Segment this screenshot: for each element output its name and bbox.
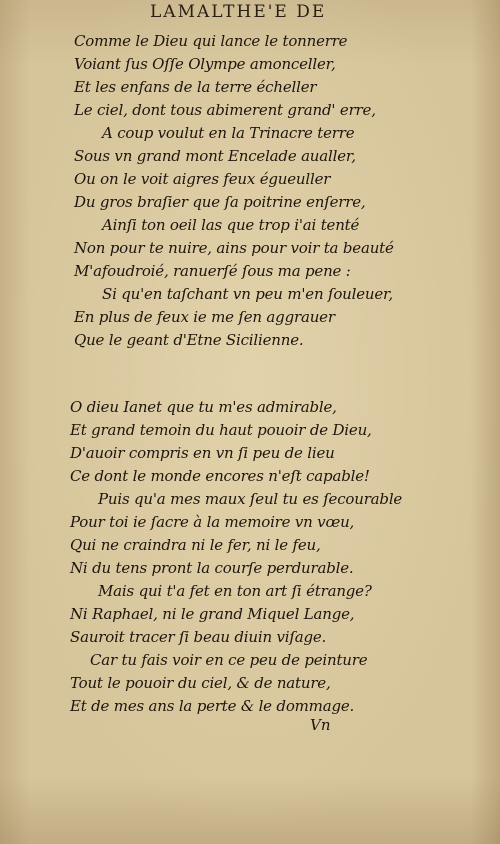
verse-line: Car tu fais voir en ce peu de peinture — [90, 651, 368, 669]
verse-line: Qui ne craindra ni le fer, ni le feu, — [70, 536, 321, 554]
verse-line: O dieu Ianet que tu m'es admirable, — [70, 398, 337, 416]
verse-line: Et de mes ans la perte & le dommage. — [70, 697, 355, 715]
verse-line: Ou on le voit aigres feux égueuller — [74, 170, 331, 188]
verse-line: Ni Raphael, ni le grand Miquel Lange, — [70, 605, 355, 623]
catchword: Vn — [310, 716, 331, 734]
verse-line: M'afoudroié, ranuerſé ſous ma pene : — [74, 262, 351, 280]
verse-line: D'auoir compris en vn ſi peu de lieu — [70, 444, 335, 462]
verse-line: Puis qu'a mes maux ſeul tu es ſecourable — [98, 490, 403, 508]
verse-line: Voiant ſus Oſſe Olympe amonceller, — [74, 55, 336, 73]
running-head: LAMALTHE'E DE — [150, 2, 327, 22]
verse-line: Ce dont le monde encores n'eſt capable! — [70, 467, 370, 485]
verse-line: Non pour te nuire, ains pour voir ta beauté — [74, 239, 394, 257]
verse-line: Et les enfans de la terre écheller — [74, 78, 317, 96]
verse-line: En plus de feux ie me ſen aggrauer — [74, 308, 335, 326]
verse-line: Sauroit tracer ſi beau diuin viſage. — [70, 628, 327, 646]
verse-line: Comme le Dieu qui lance le tonnerre — [74, 32, 348, 50]
verse-line: Du gros braſier que ſa poitrine enſerre, — [74, 193, 366, 211]
verse-line: Tout le pouoir du ciel, & de nature, — [70, 674, 331, 692]
verse-line: Mais qui t'a fet en ton art ſi étrange? — [98, 582, 372, 600]
verse-line: Que le geant d'Etne Sicilienne. — [74, 331, 304, 349]
verse-line: Pour toi ie ſacre à la memoire vn vœu, — [70, 513, 355, 531]
verse-line: Ni du tens pront la courſe perdurable. — [70, 559, 354, 577]
verse-line: Sous vn grand mont Encelade aualler, — [74, 147, 356, 165]
verse-line: Et grand temoin du haut pouoir de Dieu, — [70, 421, 372, 439]
verse-line: Si qu'en taſchant vn peu m'en ſouleuer, — [102, 285, 393, 303]
verse-line: A coup voulut en la Trinacre terre — [102, 124, 355, 142]
verse-line: Ainſi ton oeil las que trop i'ai tenté — [102, 216, 360, 234]
verse-line: Le ciel, dont tous abimerent grand' erre, — [74, 101, 376, 119]
